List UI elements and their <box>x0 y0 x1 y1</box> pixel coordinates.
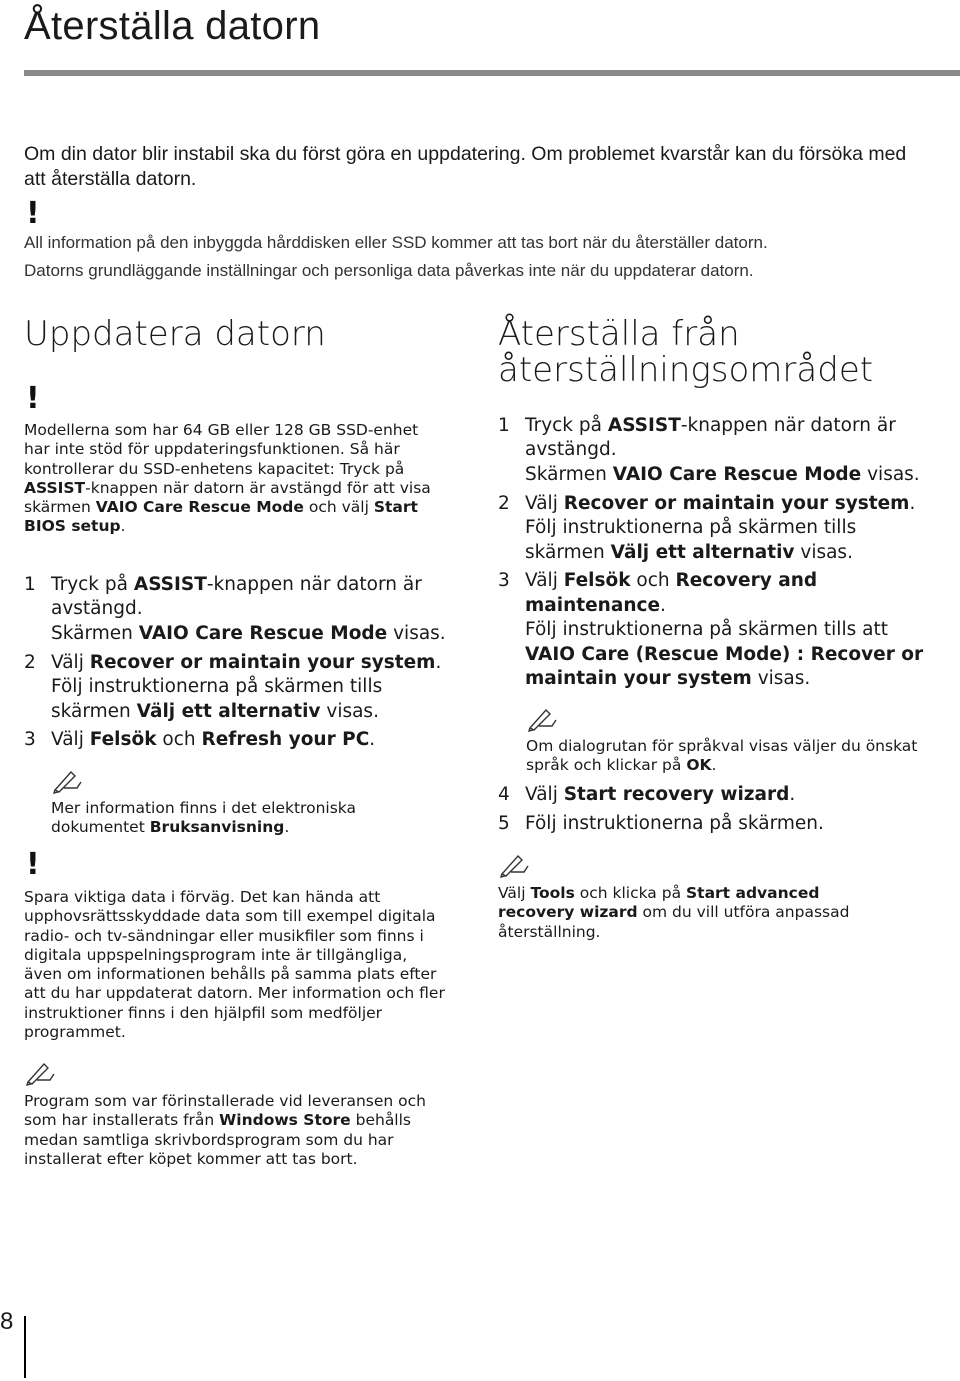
list-item: 3 Välj Felsök och Refresh your PC. <box>24 729 376 751</box>
list-item: 4 Välj Start recovery wizard. <box>498 784 796 805</box>
list-item: 2 Välj Recover or maintain your system. Följ instruktionerna på skärmen tills skärmen Välj ett alternativ visas. <box>24 651 442 722</box>
exclamation-icon: ! <box>26 381 40 416</box>
hint-programs: Program som var förinstallerade vid leveransen och som har installerats från Windows Store behålls medan samtliga skrivbordsprogram som du har installerat efter köpet kommer att tas bort. <box>24 1092 426 1168</box>
warning-ssd-text: Modellerna som har 64 GB eller 128 GB SSD-enhet har inte stöd för uppdateringsfunktionen. Så här kontrollerar du SSD-enhetens kapacitet: Tryck på ASSIST-knappen när datorn är avstängd för att visa skärmen VAIO Care Rescue Mode och välj Start BIOS setup. <box>24 421 431 536</box>
restore-steps <box>498 414 938 696</box>
list-item: 2 Välj Recover or maintain your system. Följ instruktionerna på skärmen tills skärmen Välj ett alternativ visas. <box>498 492 916 563</box>
list-item: 5 Följ instruktionerna på skärmen. <box>498 812 824 834</box>
hint-language: Om dialogrutan för språkval visas väljer du önskat språk och klickar på OK. <box>526 737 918 775</box>
list-item: 1 Tryck på ASSIST-knappen när datorn är avstängd. Skärmen VAIO Care Rescue Mode visas. <box>24 574 446 644</box>
hint-tools: Välj Tools och klicka på Start advanced recovery wizard om du vill utföra anpassad återställning. <box>498 884 850 941</box>
page-title: Återställa datorn <box>24 4 321 48</box>
title-rule <box>24 70 960 76</box>
pencil-note-icon <box>24 1060 58 1086</box>
list-item: 3 Välj Felsök och Recovery and maintenance. Följ instruktionerna på skärmen tills att VAIO Care (Rescue Mode) : Recover or maintain your system visas. <box>498 570 924 690</box>
warning-line-2: Datorns grundläggande inställningar och personliga data påverkas inte när du uppdaterar datorn. <box>24 261 754 280</box>
pencil-note-icon <box>51 768 85 794</box>
heading-update: Uppdatera datorn <box>24 314 326 354</box>
intro-text: Om din dator blir instabil ska du först göra en uppdatering. Om problemet kvarstår kan du försöka med att återställa datorn. <box>24 143 907 190</box>
restore-steps-continued <box>498 783 938 841</box>
warning-backup: Spara viktiga data i förväg. Det kan hända att upphovsrättsskyddade data som till exempel digitala radio- och tv-sändningar eller musikfiler som finns i digitala uppspelningsprogram inte är tillgängliga, även om informationen behålls på samma plats efter att du har uppdaterat datorn. Mer information och fler instruktioner finns i den hjälpfil som medföljer programmet. <box>24 888 445 1042</box>
exclamation-icon: ! <box>26 196 40 231</box>
pencil-note-icon <box>526 706 560 732</box>
page-number-rule <box>24 1316 26 1378</box>
heading-restore-line-1: Återställa från <box>498 314 740 354</box>
list-item: 1 Tryck på ASSIST-knappen när datorn är avstängd. Skärmen VAIO Care Rescue Mode visas. <box>498 415 920 485</box>
pencil-note-icon <box>498 852 532 878</box>
warning-line-1: All information på den inbyggda hårddisken eller SSD kommer att tas bort när du återställer datorn. <box>24 233 768 252</box>
exclamation-icon: ! <box>26 847 40 882</box>
page-number: 8 <box>0 1308 14 1335</box>
warning-ssd <box>24 421 444 537</box>
hint-more-info: Mer information finns i det elektroniska dokumentet Bruksanvisning. <box>51 799 356 837</box>
update-steps <box>24 573 449 757</box>
heading-restore-line-2: återställningsområdet <box>498 350 874 390</box>
